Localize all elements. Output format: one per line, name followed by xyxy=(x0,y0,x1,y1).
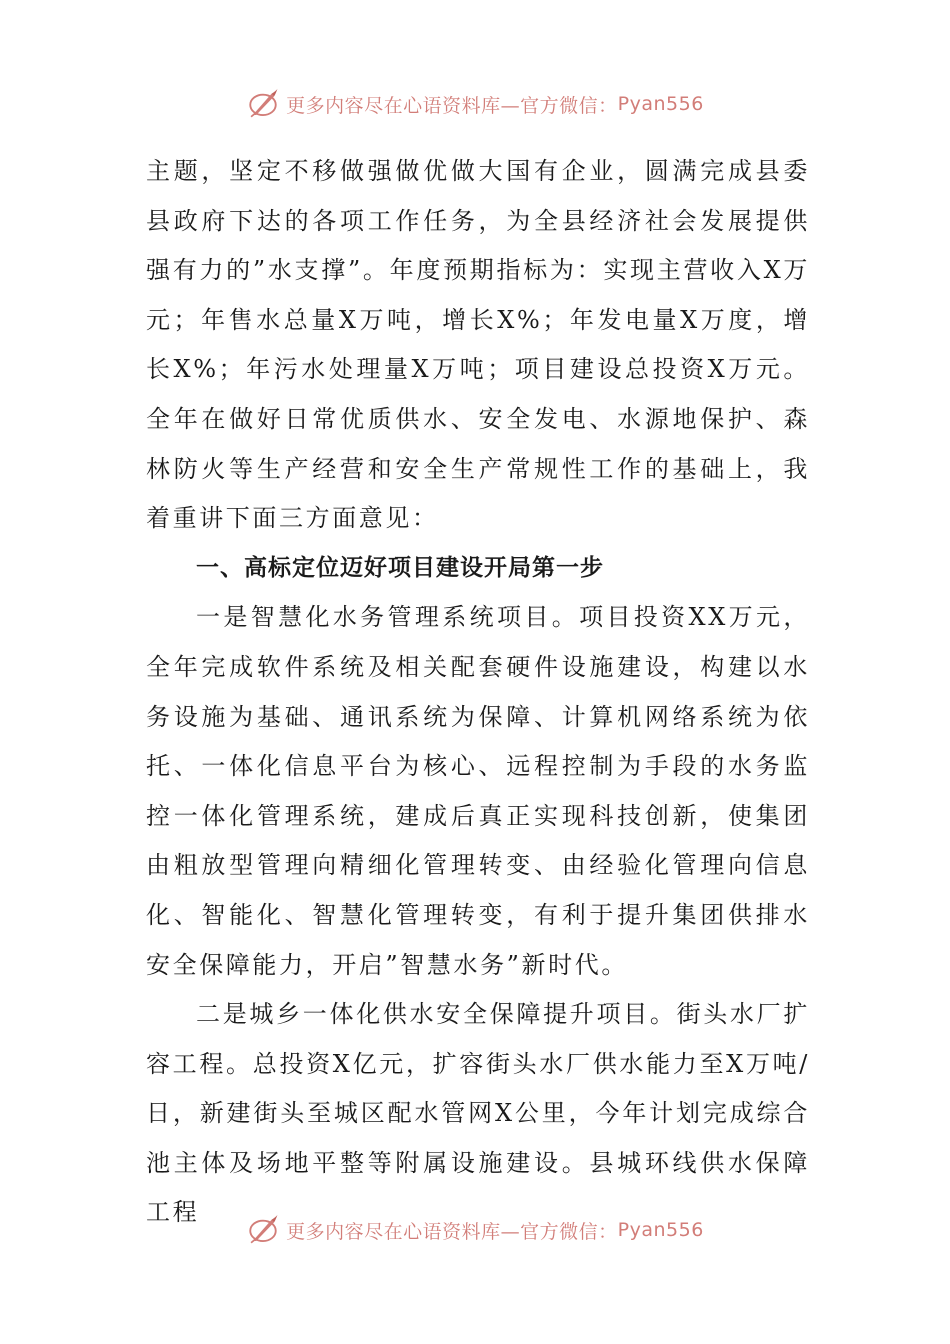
paragraph-smart-water: 一是智慧化水务管理系统项目。项目投资XX万元，全年完成软件系统及相关配套硬件设施建设，构建以水务设施为基础、通讯系统为保障、计算机网络系统为依托、一体化信息平台为核心、远程控制为手段的水务监控一体化管理系统，建成后真正实现科技创新，使集团由粗放型管理向精细化管理转变、由经验化管理向信息化、智能化、智慧化管理转变，有利于提升集团供排水安全保障能力，开启”智慧水务”新时代。 xyxy=(146,603,810,979)
quill-pen-logo-icon xyxy=(246,87,280,121)
footer-watermark xyxy=(0,1210,950,1250)
section-heading: 一、高标定位迈好项目建设开局第一步 xyxy=(196,554,604,581)
paragraph-intro: 主题，坚定不移做强做优做大国有企业，圆满完成县委县政府下达的各项工作任务，为全县经济社会发展提供强有力的”水支撑”。年度预期指标为：实现主营收入X万元；年售水总量X万吨，增长X%；年发电量X万度，增长X%；年污水处理量X万吨；项目建设总投资X万元。全年在做好日常优质供水、安全发电、水源地保护、森林防火等生产经营和安全生产常规性工作的基础上，我着重讲下面三方面意见： xyxy=(146,157,810,533)
quill-pen-logo-icon xyxy=(246,1213,280,1247)
watermark-wechat-id: Pyan556 xyxy=(617,1219,704,1241)
paragraph-water-supply: 二是城乡一体化供水安全保障提升项目。街头水厂扩容工程。总投资X亿元，扩容街头水厂供水能力至X万吨/日，新建街头至城区配水管网X公里，今年计划完成综合池主体及场地平整等附属设施建设。县城环线供水保障工程 xyxy=(146,1000,810,1227)
document-body xyxy=(146,147,810,1238)
watermark-text: 更多内容尽在心语资料库—官方微信： xyxy=(286,94,618,117)
watermark-text: 更多内容尽在心语资料库—官方微信： xyxy=(286,1220,618,1243)
watermark-wechat-id: Pyan556 xyxy=(617,93,704,115)
header-watermark xyxy=(0,84,950,124)
